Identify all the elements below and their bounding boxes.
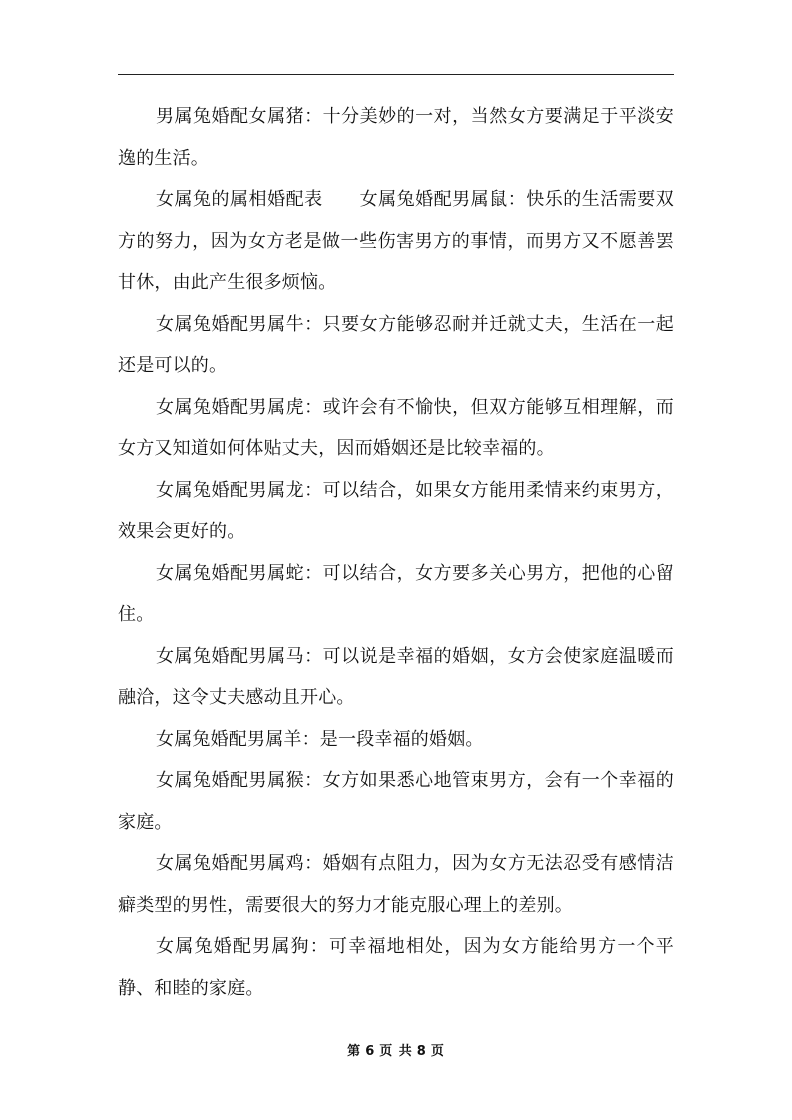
document-body [118,96,674,1009]
footer-suffix: 页 [430,1044,445,1059]
paragraph: 女属兔婚配男属虎：或许会有不愉快，但双方能够互相理解，而女方又知道如何体贴丈夫，因而婚姻还是比较幸福的。 [118,396,674,459]
footer-total-pages: 8 [416,1044,427,1059]
paragraph: 男属兔婚配女属猪：十分美妙的一对，当然女方要满足于平淡安逸的生活。 [118,106,674,169]
footer-current-page: 6 [365,1044,376,1059]
paragraph: 女属兔婚配男属龙：可以结合，如果女方能用柔情来约束男方，效果会更好的。 [118,479,674,542]
paragraph: 女属兔婚配男属狗：可幸福地相处，因为女方能给男方一个平静、和睦的家庭。 [118,936,674,999]
page-footer [0,1040,792,1059]
paragraph: 女属兔的属相婚配表 女属兔婚配男属鼠：快乐的生活需要双方的努力，因为女方老是做一些伤害男方的事情，而男方又不愿善罢甘休，由此产生很多烦恼。 [118,189,674,293]
paragraph: 女属兔婚配男属鸡：婚姻有点阻力，因为女方无法忍受有感情洁癖类型的男性，需要很大的努力才能克服心理上的差别。 [118,853,674,916]
paragraph: 女属兔婚配男属马：可以说是幸福的婚姻，女方会使家庭温暖而融洽，这令丈夫感动且开心。 [118,645,674,708]
paragraph: 女属兔婚配男属牛：只要女方能够忍耐并迁就丈夫，生活在一起还是可以的。 [118,313,674,376]
header-rule [118,74,674,75]
paragraph: 女属兔婚配男属猴：女方如果悉心地管束男方，会有一个幸福的家庭。 [118,770,674,833]
paragraph: 女属兔婚配男属蛇：可以结合，女方要多关心男方，把他的心留住。 [118,562,674,625]
footer-middle: 页 共 [379,1044,413,1059]
footer-prefix: 第 [347,1044,362,1059]
paragraph: 女属兔婚配男属羊：是一段幸福的婚姻。 [156,728,484,750]
